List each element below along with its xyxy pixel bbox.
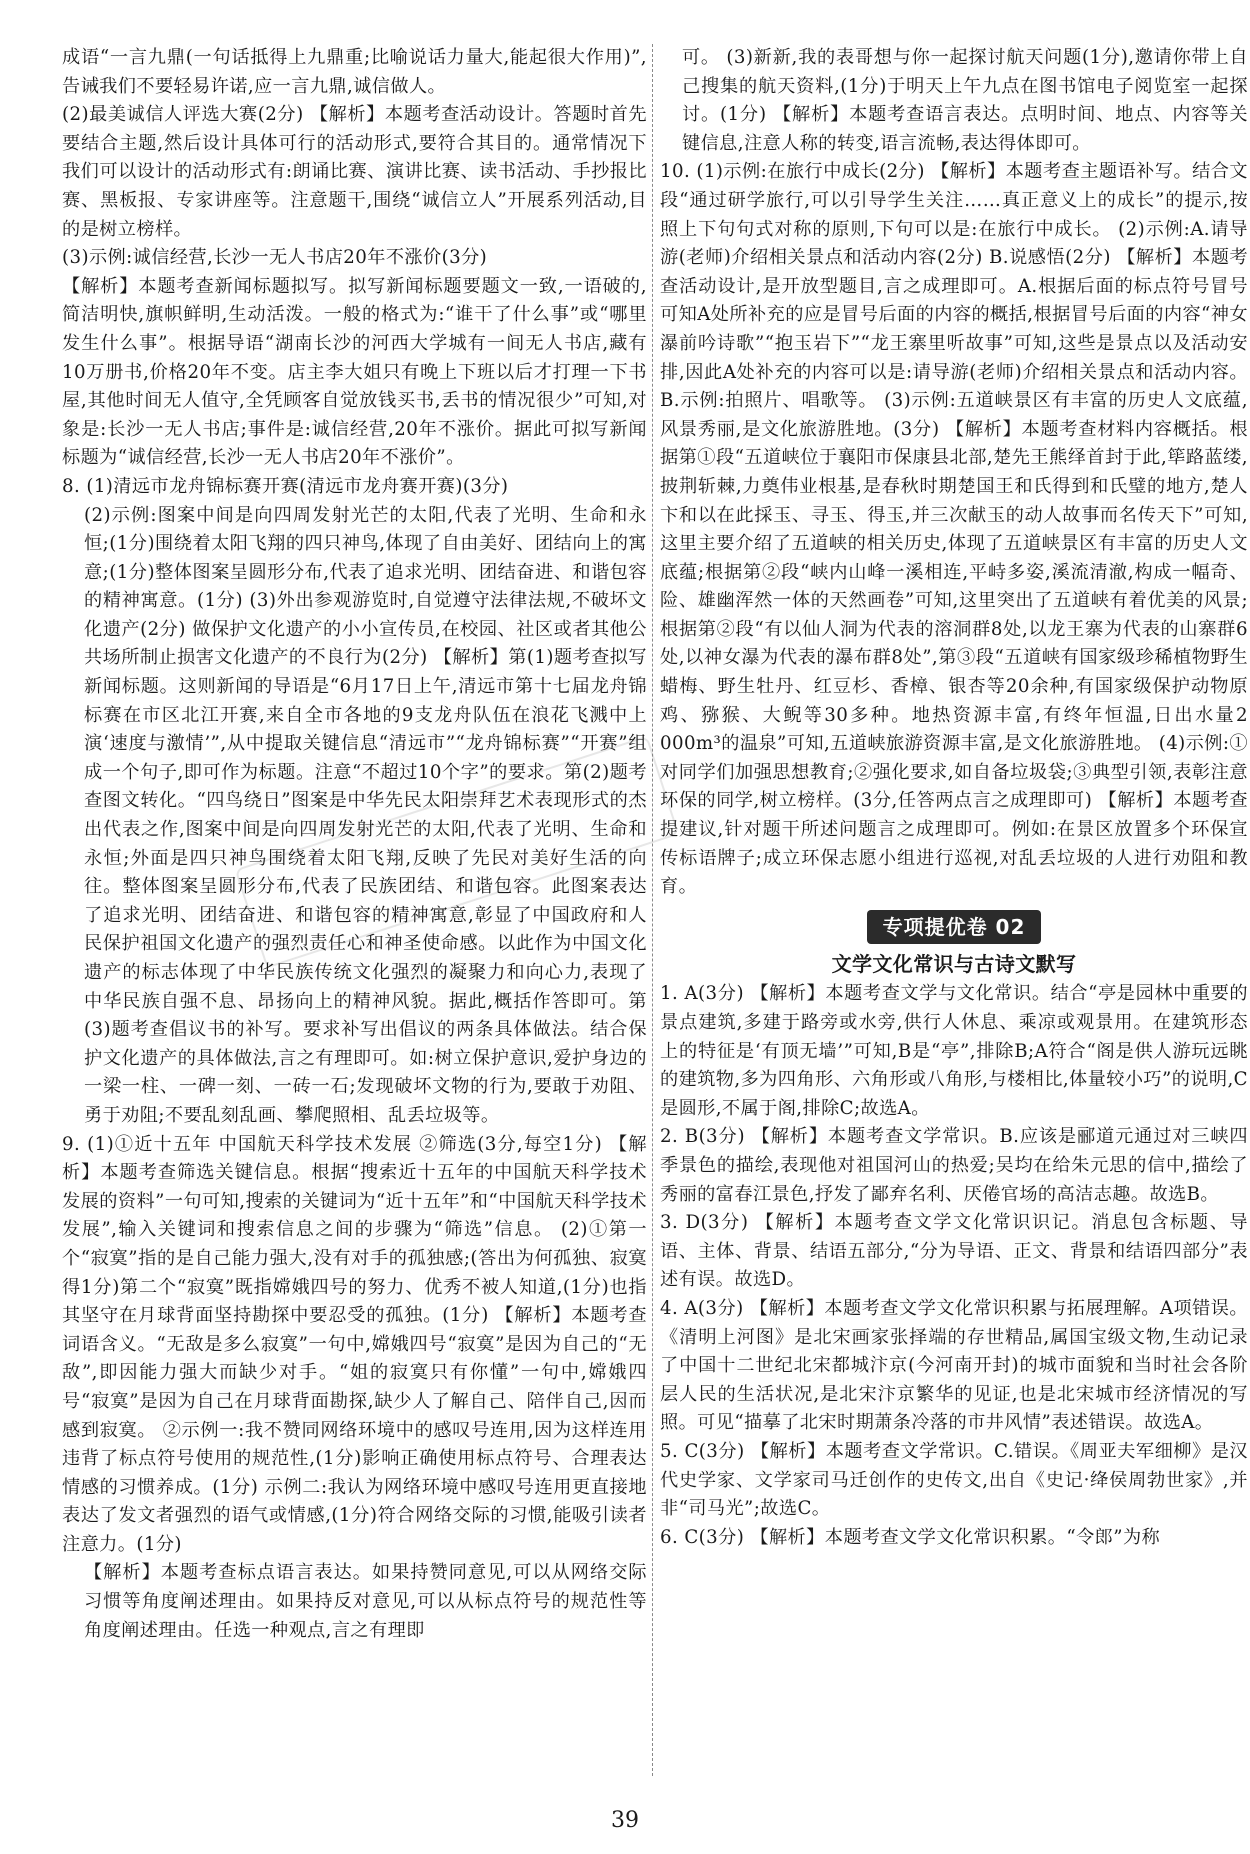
answer-2: 2. B(3分) 【解析】本题考查文学常识。B.应该是郦道元通过对三峡四季景色的描绘,表现他对祖国河山的热爱;吴均在给朱元思的信中,描绘了秀丽的富春江景色,抒发了鄙弃名利、厌倦官场的高洁志趣。故选B。: [660, 1126, 1248, 1205]
section-subtitle: 文学文化常识与古诗文默写: [831, 951, 1077, 976]
question-9-body: 9. (1)①近十五年 中国航天科学技术发展 ②筛选(3分,每空1分) 【解析】本题考查筛选关键信息。根据“搜索近十五年的中国航天科学技术发展的资料”一句可知,搜索的关键词为“近十五年”和“中国航天科学技术发展”,输入关键词和搜索信息之间的步骤为“筛选”信息。 (2)①第一个“寂寞”指的是自己能力强大,没有对手的孤独感;(答出为何孤独、寂寞得1分)第二个“寂寞”既指嫦娥四号的努力、优秀不被人知道,(1分)也指其坚守在月球背面坚持勘探中要忍受的孤独。(1分) 【解析】本题考查词语含义。“无敌是多么寂寞”一句中,嫦娥四号“寂寞”是因为自己的“无敌”,即因能力强大而缺少对手。“姐的寂寞只有你懂”一句中,嫦娥四号“寂寞”是因为自己在月球背面勘探,缺少人了解自己、陪伴自己,因而感到寂寞。 ②示例一:我不赞同网络环境中的感叹号连用,因为这样连用违背了标点符号使用的规范性,(1分)影响正确使用标点符号、合理表达情感的习惯养成。(1分) 示例二:我认为网络环境中感叹号连用更直接地表达了发文者强烈的语气或情感,(1分)符合网络交际的习惯,能吸引读者注意力。(1分): [62, 1133, 647, 1555]
answer-5: 5. C(3分) 【解析】本题考查文学常识。C.错误。《周亚夫军细柳》是汉代史学家、文学家司马迁创作的史传文,出自《史记·绛侯周勃世家》,并非“司马光”;故选C。: [660, 1440, 1248, 1520]
section-banner: [660, 910, 1248, 946]
question-8-body: (2)示例:图案中间是向四周发射光芒的太阳,代表了光明、生命和永恒;(1分)围绕着太阳飞翔的四只神鸟,体现了自由美好、团结向上的寓意;(1分)整体图案呈圆形分布,代表了追求光明、团结奋进、和谐包容的精神寓意。(1分) (3)外出参观游览时,自觉遵守法律法规,不破坏文化遗产(2分) 做保护文化遗产的小小宣传员,在校园、社区或者其他公共场所制止损害文化遗产的不良行为(2分) 【解析】第(1)题考查拟写新闻标题。这则新闻的导语是“6月17日上午,清远市第十七届龙舟锦标赛在市区北江开赛,来自全市各地的9支龙舟队伍在浪花飞溅中上演‘速度与激情’”,从中提取关键信息“清远市”“龙舟锦标赛”“开赛”组成一个句子,即可作为标题。注意“不超过10个字”的要求。第(2)题考查图文转化。“四鸟绕日”图案是中华先民太阳崇拜艺术表现形式的杰出代表之作,图案中间是向四周发射光芒的太阳,代表了光明、生命和永恒;外面是四只神鸟围绕着太阳飞翔,反映了先民对美好生活的向往。整体图案呈圆形分布,代表了民族团结、和谐包容。此图案表达了追求光明、团结奋进、和谐包容的精神寓意,彰显了中国政府和人民保护祖国文化遗产的强烈责任心和神圣使命感。以此作为中国文化遗产的标志体现了中华民族传统文化强烈的凝聚力和向心力,表现了中华民族自强不息、昂扬向上的精神风貌。据此,概括作答即可。第(3)题考查倡议书的补写。要求补写出倡议的两条具体做法。结合保护文化遗产的具体做法,言之有理即可。如:树立保护意识,爱护身边的一梁一柱、一碑一刻、一砖一石;发现破坏文物的行为,要敢于劝阻、勇于劝阻;不要乱刻乱画、攀爬照相、乱丢垃圾等。: [84, 504, 647, 1126]
question-10-body: 10. (1)示例:在旅行中成长(2分) 【解析】本题考查主题语补写。结合文段“通过研学旅行,可以引导学生关注……真正意义上的成长”的提示,按照上下句句式对称的原则,下句可以是:在旅行中成长。 (2)示例:A.请导游(老师)介绍相关景点和活动内容(2分) B.说感悟(2分) 【解析】本题考查活动设计,是开放型题目,言之成理即可。A.根据后面的标点符号冒号可知A处所补充的应是冒号后面的内容的概括,根据冒号后面的内容“神女瀑前吟诗歌”“抱玉岩下”“龙王寨里听故事”可知,这些是景点以及活动安排,因此A处补充的内容可以是:请导游(老师)介绍相关景点和活动内容。B.示例:拍照片、唱歌等。 (3)示例:五道峡景区有丰富的历史人文底蕴,风景秀丽,是文化旅游胜地。(3分) 【解析】本题考查材料内容概括。根据第①段“五道峡位于襄阳市保康县北部,楚先王熊绎首封于此,筚路蓝缕,披荆斩棘,力奠伟业根基,是春秋时期楚国王和氏得到和氏璧的地方,楚人卞和以在此採玉、寻玉、得玉,并三次献玉的动人故事而名传天下”可知,这里主要介绍了五道峡的相关历史,体现了五道峡景区有丰富的历史人文底蕴;根据第②段“峡内山峰一溪相连,平峙多姿,溪流清澈,构成一幅奇、险、雄幽浑然一体的天然画卷”可知,这里突出了五道峡有着优美的风景;根据第②段“有以仙人洞为代表的溶洞群8处,以龙王寨为代表的山寨群6处,以神女瀑为代表的瀑布群8处”,第③段“五道峡有国家级珍稀植物野生蜡梅、野生牡丹、红豆杉、香樟、银杏等20余种,有国家级保护动物原鸡、猕猴、大鲵等30多种。地热资源丰富,有终年恒温,日出水量2 000m³的温泉”可知,五道峡旅游资源丰富,是文化旅游胜地。 (4)示例:①对同学们加强思想教育;②强化要求,如自备垃圾袋;③典型引领,表彰注意环保的同学,树立榜样。(3分,任答两点言之成理即可) 【解析】本题考查提建议,针对题干所述问题言之成理即可。例如:在景区放置多个环保宣传标语牌子;成立环保志愿小组进行巡视,对乱丢垃圾的人进行劝阻和教育。: [660, 161, 1248, 898]
left-para-1: 成语“一言九鼎(一句话抵得上九鼎重;比喻说话力量大,能起很大作用)”,告诫我们不要轻易许诺,应一言九鼎,诚信做人。: [62, 47, 647, 97]
column-divider: [652, 44, 653, 1776]
answer-6: 6. C(3分) 【解析】本题考查文学文化常识积累。“令郎”为称: [660, 1526, 1161, 1548]
answer-3: 3. D(3分) 【解析】本题考查文学文化常识识记。消息包含标题、导语、主体、背景、结语五部分,“分为导语、正文、背景和结语四部分”表述有误。故选D。: [660, 1212, 1248, 1291]
page-number: 39: [611, 1808, 639, 1833]
question-8-title: 8. (1)清远市龙舟锦标赛开赛(清远市龙舟赛开赛)(3分): [62, 475, 509, 497]
question-9-analysis: 【解析】本题考查标点语言表达。如果持赞同意见,可以从网络交际习惯等角度阐述理由。如果持反对意见,可以从标点符号的规范性等角度阐述理由。任选一种观点,言之有理即: [84, 1562, 647, 1641]
left-para-3: (3)示例:诚信经营,长沙一无人书店20年不涨价(3分): [62, 247, 488, 269]
left-para-2: (2)最美诚信人评选大赛(2分) 【解析】本题考查活动设计。答题时首先要结合主题,然后设计具体可行的活动形式,要符合其目的。通常情况下我们可以设计的活动形式有:朗诵比赛、演讲比赛、读书活动、手抄报比赛、黑板报、专家讲座等。注意题干,围绕“诚信立人”开展系列活动,目的是树立榜样。: [62, 104, 647, 240]
left-column: [62, 44, 647, 1645]
right-para-1: 可。 (3)新新,我的表哥想与你一起探讨航天问题(1分),邀请你带上自己搜集的航天资料,(1分)于明天上午九点在图书馆电子阅览室一起探讨。(1分) 【解析】本题考查语言表达。点明时间、地点、内容等关键信息,注意人称的转变,语言流畅,表达得体即可。: [682, 47, 1248, 154]
answer-1: 1. A(3分) 【解析】本题考查文学与文化常识。结合“亭是园林中重要的景点建筑,多建于路旁或水旁,供行人休息、乘凉或观景用。在建筑形态上的特征是‘有顶无墙’”可知,B是“亭”,排除B;A符合“阁是供人游玩远眺的建筑物,多为四角形、六角形或八角形,与楼相比,体量较小巧”的说明,C是圆形,不属于阁,排除C;故选A。: [660, 983, 1248, 1119]
answer-4: 4. A(3分) 【解析】本题考查文学文化常识积累与拓展理解。A项错误。《清明上河图》是北宋画家张择端的存世精品,属国宝级文物,生动记录了中国十二世纪北宋都城汴京(今河南开封)的城市面貌和当时社会各阶层人民的生活状况,是北宋汴京繁华的见证,也是北宋城市经济情况的写照。可见“描摹了北宋时期萧条冷落的市井风情”表述错误。故选A。: [660, 1297, 1248, 1434]
section-banner-label: 专项提优卷 02: [867, 910, 1042, 944]
right-column: [660, 44, 1248, 1552]
left-para-4: 【解析】本题考查新闻标题拟写。拟写新闻标题要题文一致,一语破的,简洁明快,旗帜鲜明,生动活泼。一般的格式为:“谁干了什么事”或“哪里发生什么事”。根据导语“湖南长沙的河西大学城有一间无人书店,藏有10万册书,价格20年不变。店主李大姐只有晚上下班以后才打理一下书屋,其他时间无人值守,全凭顾客自觉放钱买书,丢书的情况很少”可知,对象是:长沙一无人书店;事件是:诚信经营,20年不涨价。据此可拟写新闻标题为“诚信经营,长沙一无人书店20年不涨价”。: [62, 275, 647, 469]
